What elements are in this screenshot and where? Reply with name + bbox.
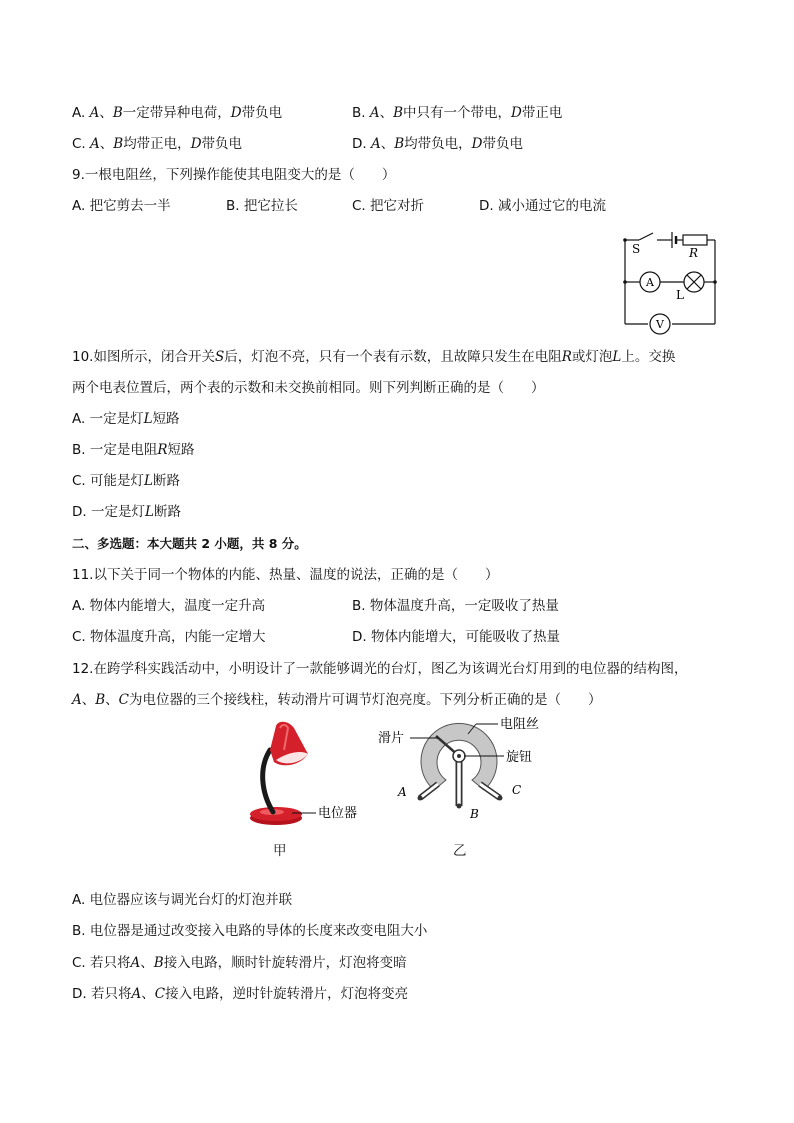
q11-option-b: B. 物体温度升高，一定吸收了热量 xyxy=(352,598,559,614)
terminal-c-icon xyxy=(480,784,503,801)
q8-option-a: A. A、B一定带异种电荷，D带负电 xyxy=(72,105,283,121)
q10-stem-line2: 两个电表位置后，两个表的示数和未交换前相同。则下列判断正确的是（ ） xyxy=(72,380,545,396)
q9-option-b: B. 把它拉长 xyxy=(226,198,298,214)
q9-stem: 9.一根电阻丝，下列操作能使其电阻变大的是（ ） xyxy=(72,167,396,183)
q10-circuit-diagram xyxy=(615,226,725,336)
lamp-icon xyxy=(684,272,704,292)
figure-yi-label: 乙 xyxy=(453,843,467,859)
terminal-a-label: A xyxy=(398,785,407,799)
terminal-c-label: C xyxy=(512,783,522,797)
q10-stem-line1: 10.如图所示，闭合开关S后，灯泡不亮，只有一个表有示数，且故障只发生在电阻R或灯泡L上。交换 xyxy=(72,349,676,365)
switch-label: S xyxy=(632,242,641,256)
lamp-label: L xyxy=(676,288,684,302)
q10-option-d: D. 一定是灯L断路 xyxy=(72,504,181,520)
q12-option-b: B. 电位器是通过改变接入电路的导体的长度来改变电阻大小 xyxy=(72,923,428,939)
q10-option-c: C. 可能是灯L断路 xyxy=(72,473,180,489)
q8-option-b: B. A、B中只有一个带电，D带正电 xyxy=(352,105,563,121)
q9-option-d: D. 减小通过它的电流 xyxy=(479,198,606,214)
q11-option-c: C. 物体温度升高，内能一定增大 xyxy=(72,629,266,645)
ammeter-label: A xyxy=(646,276,654,289)
potentiometer-figure xyxy=(376,714,556,832)
q9-option-a: A. 把它剪去一半 xyxy=(72,198,171,214)
q11-option-a: A. 物体内能增大，温度一定升高 xyxy=(72,598,266,614)
q10-option-b: B. 一定是电阻R短路 xyxy=(72,442,195,458)
q8-option-d: D. A、B均带负电，D带负电 xyxy=(352,136,523,152)
q12-option-c: C. 若只将A、B接入电路，顺时针旋转滑片，灯泡将变暗 xyxy=(72,955,407,971)
section-title: 二、多选题：本大题共 2 小题，共 8 分。 xyxy=(72,536,307,551)
q12-stem-line1: 12.在跨学科实践活动中，小明设计了一款能够调光的台灯，图乙为该调光台灯用到的电位器的结构图， xyxy=(72,661,688,677)
terminal-b-label: B xyxy=(470,807,479,821)
q12-option-d: D. 若只将A、C接入电路，逆时针旋转滑片，灯泡将变亮 xyxy=(72,986,409,1002)
terminal-a-icon xyxy=(418,784,439,801)
potentiometer-label: 电位器 xyxy=(318,806,358,821)
resistor-icon xyxy=(683,235,707,245)
q12-option-a: A. 电位器应该与调光台灯的灯泡并联 xyxy=(72,892,293,908)
knob-label: 旋钮 xyxy=(506,750,533,765)
q11-option-d: D. 物体内能增大，可能吸收了热量 xyxy=(352,629,560,645)
q12-stem-line2: A、B、C为电位器的三个接线柱，转动滑片可调节灯泡亮度。下列分析正确的是（ ） xyxy=(72,692,602,708)
voltmeter-label: V xyxy=(656,318,664,331)
q8-option-c: C. A、B均带正电，D带负电 xyxy=(72,136,243,152)
resistance-wire-label: 电阻丝 xyxy=(500,717,540,732)
desk-lamp-figure xyxy=(236,714,382,832)
terminal-b-icon xyxy=(457,760,462,809)
slider-label: 滑片 xyxy=(378,731,405,746)
figure-jia-label: 甲 xyxy=(273,843,287,859)
resistor-label: R xyxy=(689,246,699,260)
q10-option-a: A. 一定是灯L短路 xyxy=(72,411,180,427)
knob-icon xyxy=(453,750,465,762)
desk-lamp-icon xyxy=(250,722,308,825)
q9-option-c: C. 把它对折 xyxy=(352,198,425,214)
q11-stem: 11.以下关于同一个物体的内能、热量、温度的说法，正确的是（ ） xyxy=(72,567,499,583)
